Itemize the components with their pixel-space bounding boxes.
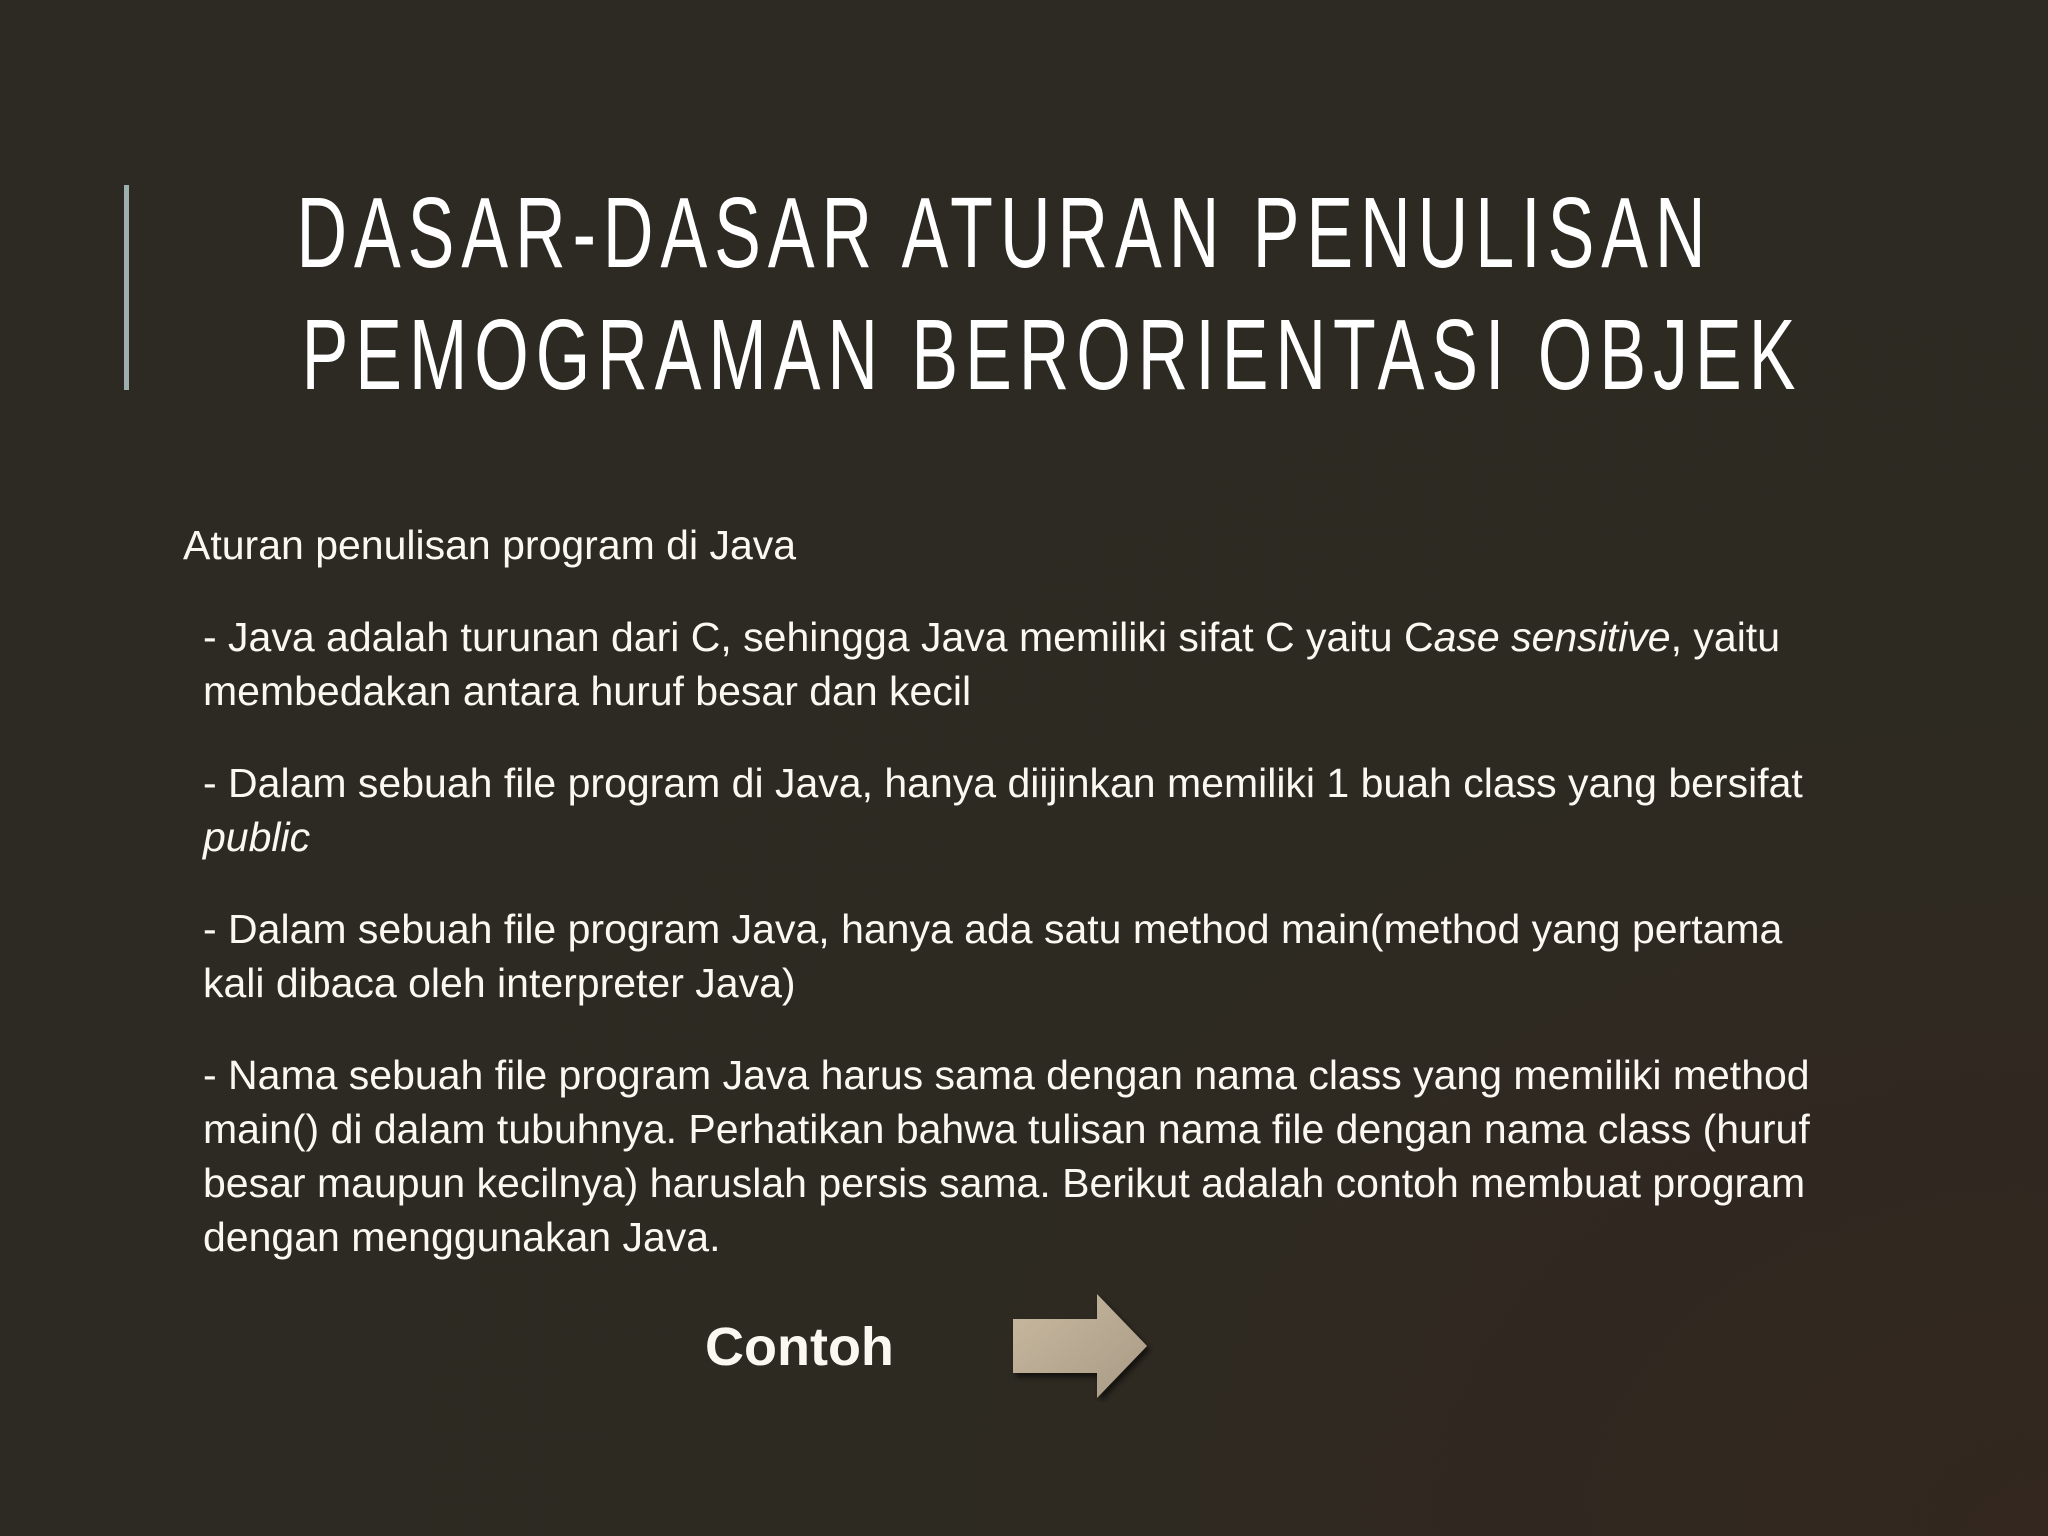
slide-title-line-1 xyxy=(0,177,2028,289)
bullet-text: , yaitu membedakan antara huruf besar dan kecil xyxy=(203,614,1780,714)
contoh-label: Contoh xyxy=(705,1317,894,1377)
bullet-2 xyxy=(203,756,1823,864)
bullet-text: - Nama sebuah file program Java harus sama dengan nama class yang memiliki method main() di dalam tubuhnya. Perhatikan bahwa tulisan nama file dengan nama class (huruf besar maupun kecilnya) haruslah persis sama. Berikut adalah contoh membuat program dengan menggunakan Java. xyxy=(203,1052,1810,1260)
bullet-text: - Java adalah turunan dari C, sehingga Java memiliki sifat C yaitu C xyxy=(203,614,1434,660)
contoh-row xyxy=(183,1292,1823,1402)
slide-body xyxy=(183,518,1823,1402)
bullet-emphasis: public xyxy=(203,814,311,860)
intro-text: Aturan penulisan program di Java xyxy=(183,522,797,568)
slide-title-line-2-text: PEMOGRAMAN BERORIENTASI OBJEK xyxy=(301,299,1803,411)
right-arrow-icon[interactable] xyxy=(1009,1292,1154,1402)
slide-title-line-2 xyxy=(0,299,2028,411)
bullet-4 xyxy=(203,1048,1823,1264)
bullet-text: - Dalam sebuah file program di Java, hanya diijinkan memiliki 1 buah class yang bersifat xyxy=(203,760,1803,806)
bullet-emphasis: ase sensitive xyxy=(1433,614,1671,660)
bullet-1 xyxy=(203,610,1823,718)
slide-title-line-1-text: DASAR-DASAR ATURAN PENULISAN xyxy=(295,177,1713,289)
bullet-text: - Dalam sebuah file program Java, hanya ada satu method main(method yang pertama kali dibaca oleh interpreter Java) xyxy=(203,906,1783,1006)
bullet-3 xyxy=(203,902,1823,1010)
